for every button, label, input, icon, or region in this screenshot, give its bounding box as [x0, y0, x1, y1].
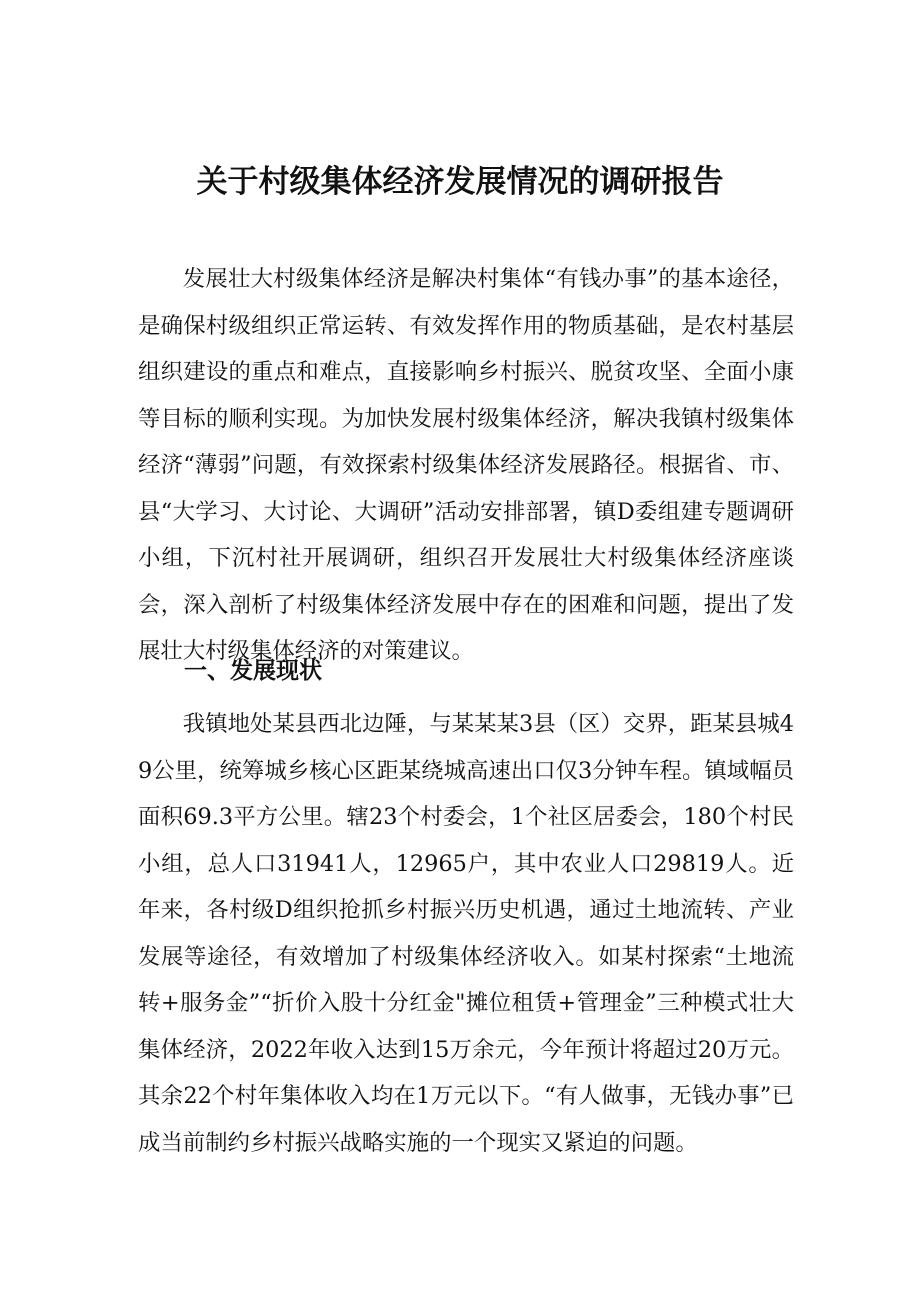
intro-paragraph: 发展壮大村级集体经济是解决村集体“有钱办事”的基本途径，是确保村级组织正常运转、有效发挥作用的物质基础，是农村基层组织建设的重点和难点，直接影响乡村振兴、脱贫攻坚、全面小康等目标的顺利实现。为加快发展村级集体经济，解决我镇村级集体经济“薄弱”问题，有效探索村级集体经济发展路径。根据省、市、县“大学习、大讨论、大调研”活动安排部署，镇D委组建专题调研小组，下沉村社开展调研，组织召开发展壮大村级集体经济座谈会，深入剖析了村级集体经济发展中存在的困难和问题，提出了发展壮大村级集体经济的对策建议。	[138, 266, 794, 664]
status-paragraph: 我镇地处某县西北边陲，与某某某3县（区）交界，距某县城49公里，统筹城乡核心区距某绕城高速出口仅3分钟车程。镇域幅员面积69.3平方公里。辖23个村委会，1个社区居委会，180个村民小组，总人口31941人，12965户，其中农业人口29819人。近年来，各村级D组织抢抓乡村振兴历史机遇，通过土地流转、产业发展等途径，有效增加了村级集体经济收入。如某村探索“土地流转+服务金”“折价入股十分红金"摊位租赁+管理金”三种模式壮大集体经济，2022年收入达到15万余元，今年预计将超过20万元。其余22个村年集体收入均在1万元以下。“有人做事，无钱办事”已成当前制约乡村振兴战略实施的一个现实又紧迫的问题。	[138, 711, 794, 1156]
section-heading-status: 一、发展现状	[184, 658, 322, 684]
document-title: 关于村级集体经济发展情况的调研报告	[196, 164, 724, 200]
